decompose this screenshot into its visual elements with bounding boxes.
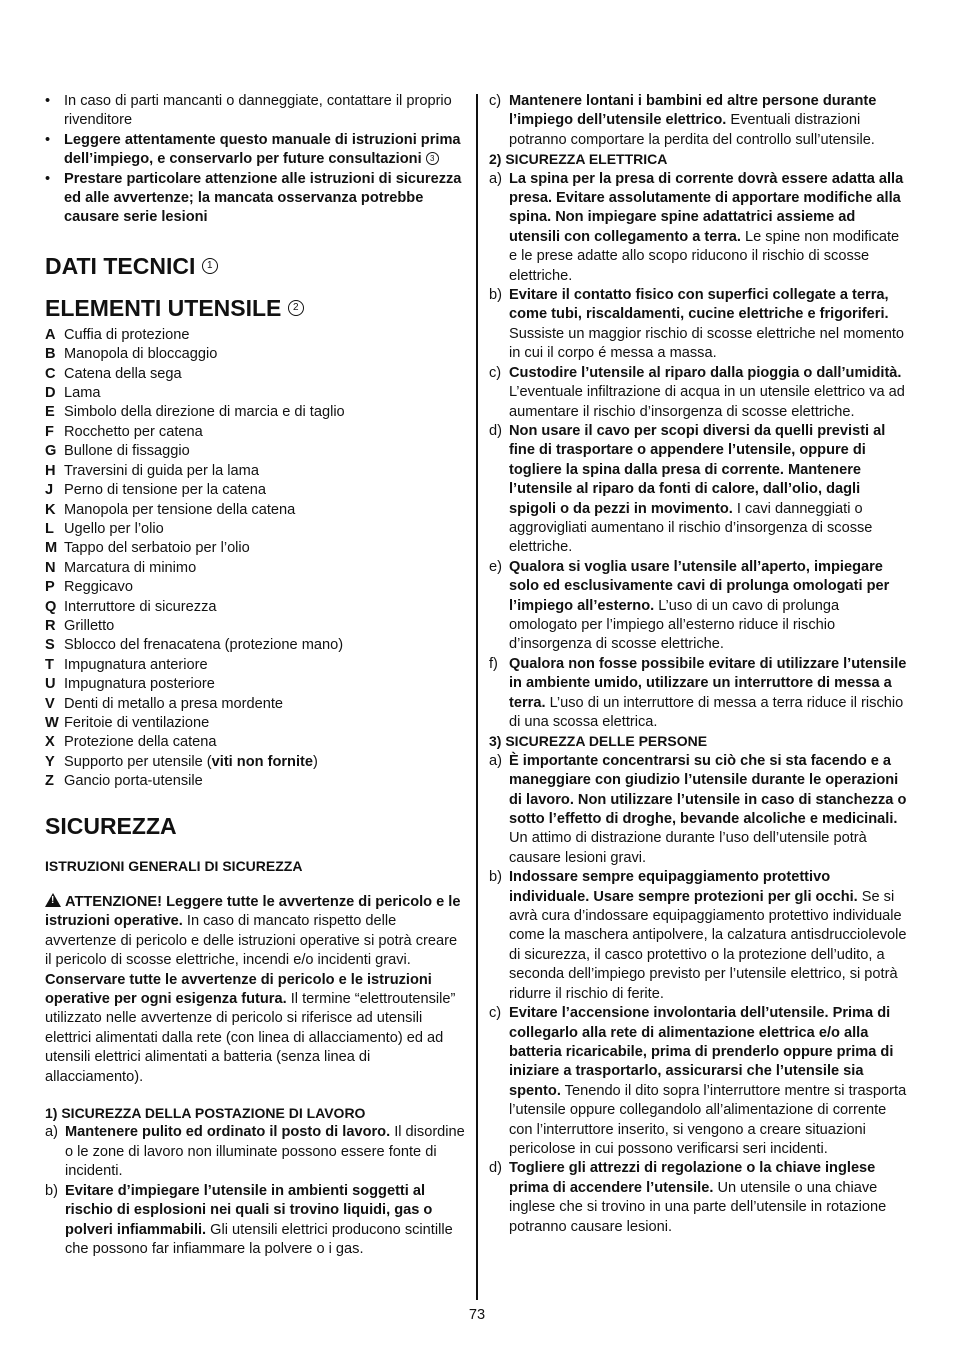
bullet-text: Prestare particolare attenzione alle istruzioni di sicurezza ed alle avvertenze; la mancata osservanza potrebbe causare serie lesioni	[64, 170, 462, 226]
part-row	[45, 520, 465, 539]
rule-item	[45, 1123, 465, 1181]
rule-key: c)	[489, 1005, 502, 1022]
part-label: Impugnatura anteriore	[64, 656, 208, 673]
rule-item	[45, 1182, 465, 1260]
part-key: X	[45, 734, 55, 751]
part-label: Bullone di fissaggio	[64, 443, 190, 460]
section3-list	[489, 752, 910, 1237]
part-label: Protezione della catena	[64, 734, 217, 751]
istruzioni-heading: ISTRUZIONI GENERALI DI SICUREZZA	[45, 857, 303, 874]
part-row	[45, 423, 465, 442]
rule-key: b)	[489, 287, 502, 304]
part-key: E	[45, 404, 55, 421]
part-label: Ugello per l’olio	[64, 520, 164, 537]
part-key: D	[45, 385, 56, 402]
part-row	[45, 365, 465, 384]
part-row	[45, 695, 465, 714]
section1-heading: 1) SICUREZZA DELLA POSTAZIONE DI LAVORO	[45, 1105, 366, 1122]
part-row	[45, 636, 465, 655]
part-row	[45, 345, 465, 364]
part-label: Catena della sega	[64, 365, 182, 382]
part-row	[45, 598, 465, 617]
bullet-dot: •	[45, 170, 51, 187]
rule-text: Qualora non fosse possibile evitare di utilizzare l’utensile in ambiente umido, utilizzare un interruttore di messa a terra. L’uso di un interruttore di messa a terra riduce il rischio di una scossa elettrica.	[509, 655, 907, 730]
part-row	[45, 559, 465, 578]
part-row	[45, 326, 465, 345]
part-label: Simbolo della direzione di marcia e di taglio	[64, 404, 345, 421]
part-key: V	[45, 695, 55, 712]
attenzione-paragraph: !ATTENZIONE! Leggere tutte le avvertenze di pericolo e le istruzioni operative. In caso di mancato rispetto delle avvertenze di pericolo e delle istruzioni operative si potrà creare il pericolo di scosse elettriche, incendi e/o incidenti gravi. Conservare tutte le avvertenze di pericolo e le istruzioni operative per ogni esigenza futura. Il termine “elettroutensile” utilizzato nelle avvertenze di pericolo si riferisce ad utensili elettrici alimentati dalla rete (con linea di allacciamento) ed ad utensili elettrici alimentati a batteria (senza linea di allacciamento).	[45, 893, 465, 1087]
rule-key: d)	[489, 422, 502, 439]
part-key: W	[45, 714, 59, 731]
rule-text: Evitare d’impiegare l’utensile in ambienti soggetti al rischio di esplosioni nei quali si trovino liquidi, gas o polveri infiammabili. Gli utensili elettrici producono scintille che possono far infiammare la polvere o i gas.	[65, 1182, 453, 1257]
heading-dati-tecnici: DATI TECNICI 1	[45, 252, 465, 280]
part-label: Lama	[64, 385, 101, 402]
part-key: U	[45, 676, 56, 693]
part-row	[45, 462, 465, 481]
part-key: J	[45, 482, 54, 499]
part-row	[45, 617, 465, 636]
part-key: B	[45, 346, 56, 363]
part-row	[45, 578, 465, 597]
part-label: Manopola per tensione della catena	[64, 501, 296, 518]
part-row	[45, 753, 465, 772]
part-label: Reggicavo	[64, 579, 133, 596]
part-key: G	[45, 443, 57, 460]
part-label: Manopola di bloccaggio	[64, 346, 218, 363]
part-label: Rocchetto per catena	[64, 423, 203, 440]
part-label: Sblocco del frenacatena (protezione mano)	[64, 637, 344, 654]
rule-key: f)	[489, 655, 498, 672]
heading-elementi-utensile: ELEMENTI UTENSILE 2	[45, 294, 465, 322]
rule-key: a)	[489, 170, 502, 187]
figure-ref: 2	[288, 300, 304, 316]
parts-list-tail	[45, 753, 465, 792]
part-key: H	[45, 462, 56, 479]
rule-item	[489, 655, 910, 733]
part-label: Marcatura di minimo	[64, 559, 197, 576]
part-key: K	[45, 501, 56, 518]
rule-key: a)	[45, 1124, 58, 1141]
column-divider	[476, 94, 478, 1300]
rule-text: Evitare il contatto fisico con superfici collegate a terra, come tubi, riscaldamenti, cucine elettriche e frigoriferi. Sussiste un maggior rischio di scosse elettriche nel momento in cui il corpo é messa a massa.	[509, 287, 905, 362]
bullet-item	[45, 131, 465, 170]
rule-text: La spina per la presa di corrente dovrà essere adatta alla presa. Evitare assolutamente di apportare modifiche alla spina. Non impiegare spine adattatrici assieme ad utensili con collegamento a terra. Le spine non modificate e le prese adatte allo scopo riducono il rischio di scosse elettriche.	[509, 170, 904, 284]
rule-key: a)	[489, 752, 502, 769]
part-row	[45, 714, 465, 733]
section3-heading: 3) SICUREZZA DELLE PERSONE	[489, 733, 708, 750]
rule-item	[489, 1159, 910, 1237]
bullet-dot: •	[45, 131, 51, 148]
rule-text: Togliere gli attrezzi di regolazione o la chiave inglese prima di accendere l’utensile. Un utensile o una chiave inglese che si trovino in una parte dell’utensile in rotazione potranno causare lesioni.	[509, 1160, 887, 1235]
rule-text: Custodire l’utensile al riparo dalla pioggia o dall’umidità. L’eventuale infiltrazione di acqua in un utensile elettrico va ad aumentare il rischio d’insorgenza di scosse elettriche.	[509, 364, 905, 420]
page-number: 73	[468, 1307, 486, 1323]
rule-item	[489, 752, 910, 868]
part-row	[45, 384, 465, 403]
part-key: A	[45, 326, 56, 343]
part-row	[45, 442, 465, 461]
part-row	[45, 501, 465, 520]
rule-item	[489, 92, 910, 150]
bullet-text: Leggere attentamente questo manuale di istruzioni prima dell’impiego, e conservarlo per future consultazioni	[64, 131, 461, 168]
heading-sicurezza: SICUREZZA	[45, 812, 177, 839]
part-row	[45, 675, 465, 694]
part-key: M	[45, 540, 58, 557]
rule-key: b)	[489, 869, 502, 886]
bullet-text: In caso di parti mancanti o danneggiate, contattare il proprio rivenditore	[64, 93, 452, 129]
part-label: Impugnatura posteriore	[64, 676, 215, 693]
section2-heading: 2) SICUREZZA ELETTRICA	[489, 151, 668, 168]
part-row	[45, 481, 465, 500]
rule-text: Qualora si voglia usare l’utensile all’aperto, impiegare solo ed esclusivamente cavi di prolunga omologati per l’impiego all’esterno. L’uso di un cavo di prolunga omologato per l’impiego all’esterno riduce il rischio d’insorgenza di scosse elettriche.	[509, 558, 890, 653]
part-label: Traversini di guida per la lama	[64, 462, 259, 479]
part-row	[45, 733, 465, 752]
part-row	[45, 539, 465, 558]
part-row	[45, 772, 465, 791]
part-label: Grilletto	[64, 617, 115, 634]
right-column	[489, 92, 910, 1237]
figure-ref: 1	[202, 258, 218, 274]
parts-list	[45, 326, 465, 753]
rule-item	[489, 558, 910, 655]
rule-item	[489, 868, 910, 1004]
part-key: P	[45, 579, 55, 596]
part-label: Gancio porta-utensile	[64, 773, 203, 790]
section1-list	[45, 1123, 465, 1259]
part-key: Q	[45, 598, 57, 615]
part-label: Perno di tensione per la catena	[64, 482, 267, 499]
part-label: Cuffia di protezione	[64, 326, 190, 343]
rule-item	[489, 422, 910, 558]
part-label: Supporto per utensile (viti non fornite)	[64, 753, 318, 770]
part-key: N	[45, 559, 56, 576]
bullet-dot: •	[45, 93, 51, 109]
bullet-item	[45, 92, 465, 131]
part-key: C	[45, 365, 56, 382]
left-column	[45, 92, 465, 1259]
part-label: Feritoie di ventilazione	[64, 714, 210, 731]
rule-key: b)	[45, 1182, 58, 1199]
part-key: Z	[45, 773, 54, 790]
part-row	[45, 403, 465, 422]
part-key: R	[45, 617, 56, 634]
rule-key: e)	[489, 558, 502, 575]
rule-text: È importante concentrarsi su ciò che si sta facendo e a maneggiare con giudizio l’utensile durante le operazioni di lavoro. Non utilizzare l’utensile in caso di stanchezza o sotto l’effetto di droghe, bevande alcoliche e medicinali. Un attimo di distrazione durante l’uso dell’utensile potrà causare lesioni gravi.	[509, 752, 907, 866]
part-key: L	[45, 520, 54, 537]
part-key: F	[45, 423, 54, 440]
part-key: T	[45, 656, 54, 673]
part-label: Denti di metallo a presa mordente	[64, 695, 284, 712]
rule-key: c)	[489, 364, 502, 381]
rule-text: Indossare sempre equipaggiamento protettivo individuale. Usare sempre protezioni per gli occhi. Se si avrà cura d’indossare equipaggiamento protettivo individuale come la maschera antipolvere, la calzatura antisdrucciolevole di sicurezza, il casco protettivo o la protezione dell’udito, a seconda dell’impiego previsto per l’utensile elettrico, si potrà ridurre il rischio di ferite.	[509, 869, 907, 1002]
rule-item	[489, 170, 910, 286]
part-key: S	[45, 637, 55, 654]
rule-item	[489, 1004, 910, 1159]
figure-ref: 3	[426, 152, 439, 165]
part-row	[45, 656, 465, 675]
rule-key: c)	[489, 93, 502, 109]
bullet-item	[45, 170, 465, 228]
part-label: Tappo del serbatoio per l’olio	[64, 540, 250, 557]
rule-item	[489, 286, 910, 364]
rule-text: Mantenere lontani i bambini ed altre persone durante l’impiego dell’utensile elettrico. Eventuali distrazioni potranno comportare la perdita del controllo sull’utensile.	[509, 93, 877, 148]
part-label: Interruttore di sicurezza	[64, 598, 217, 615]
section2-list	[489, 170, 910, 733]
rule-text: Evitare l’accensione involontaria dell’utensile. Prima di collegarlo alla rete di alimentazione elettrica e/o alla batteria ricaricabile, prima di prenderlo oppure prima di iniziare a trasportarlo, assicurarsi che l’utensile sia spento. Tenendo il dito sopra l’interruttore mentre si trasporta l’utensile oppure collegandolo all’alimentazione di corrente con l’interruttore inserito, si vengono a creare situazioni pericolose in cui possono verificarsi seri incidenti.	[509, 1005, 907, 1157]
warning-icon	[45, 893, 61, 907]
rule-text: Mantenere pulito ed ordinato il posto di lavoro. Il disordine o le zone di lavoro non illuminate possono essere fonte di incidenti.	[65, 1124, 465, 1180]
part-key: Y	[45, 753, 55, 770]
rule-text: Non usare il cavo per scopi diversi da quelli previsti al fine di trasportare o appendere l’utensile, oppure di togliere la spina dalla presa di corrente. Mantenere l’utensile al riparo da fonti di calore, dall’olio, dagli spigoli o da pezzi in movimento. I cavi danneggiati o aggrovigliati aumentano il rischio d’insorgenza di scosse elettriche.	[509, 422, 886, 556]
rule-item	[489, 364, 910, 422]
rule-key: d)	[489, 1160, 502, 1177]
